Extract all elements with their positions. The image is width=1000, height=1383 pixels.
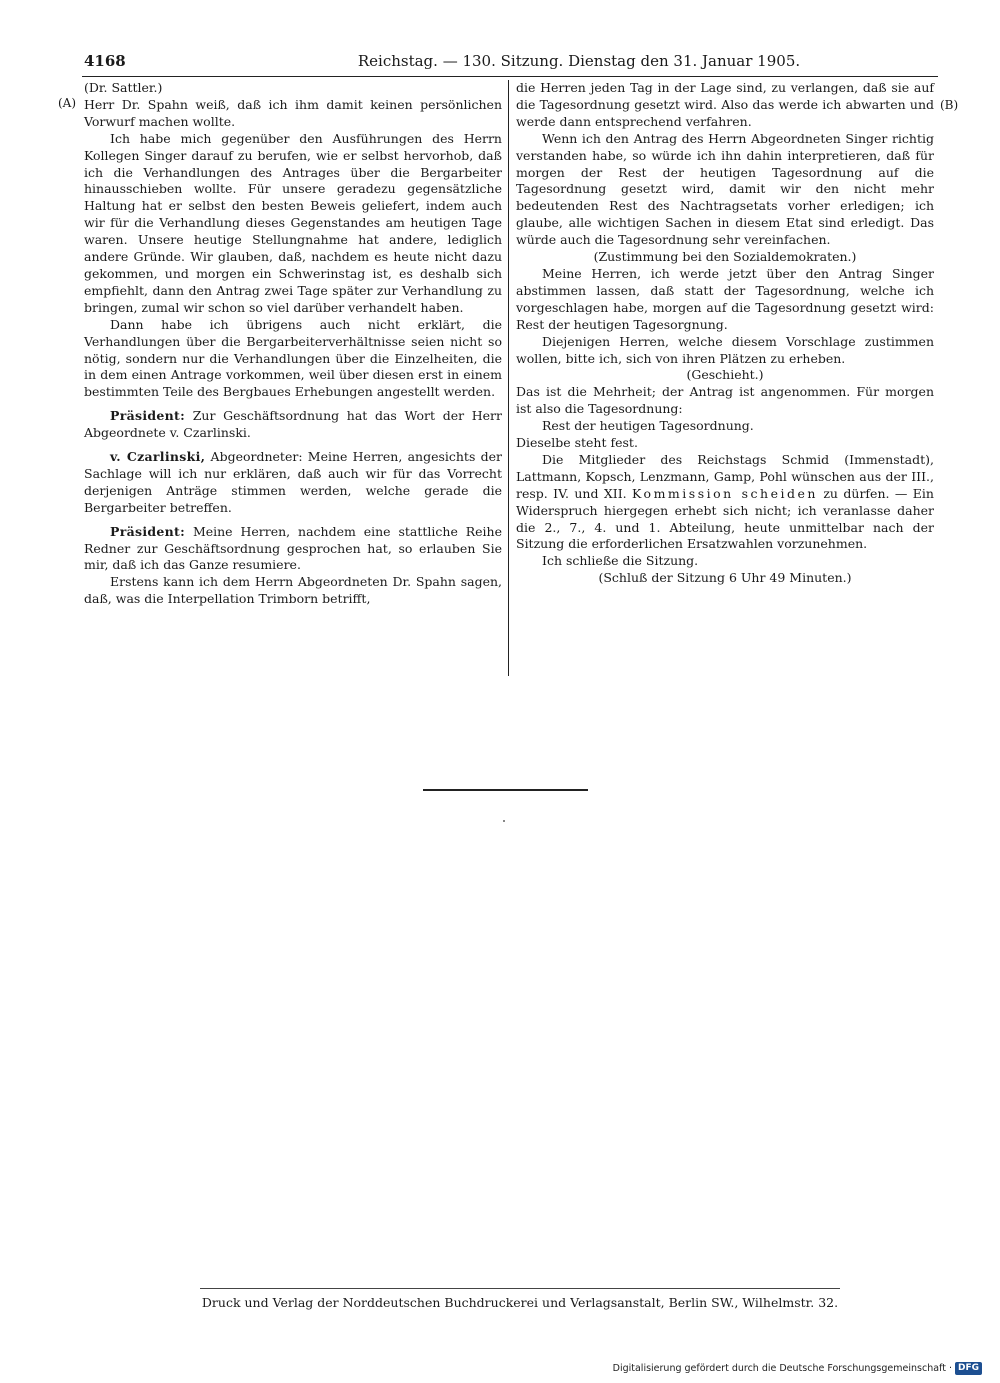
digitization-text: Digitalisierung gefördert durch die Deutsche Forschungsgemeinschaft · bbox=[612, 1363, 952, 1374]
end-rule bbox=[423, 789, 588, 791]
speech-text: Zur Geschäftsordnung hat das Wort der Herr Abgeordnete v. Czarlinski. bbox=[84, 408, 502, 441]
page-header bbox=[84, 50, 934, 72]
paragraph: Das ist die Mehrheit; der Antrag ist angenommen. Für morgen ist also die Tagesordnung: bbox=[516, 384, 934, 417]
page-number: 4168 bbox=[84, 52, 126, 70]
paragraph: Ich habe mich gegenüber den Ausführungen des Herrn Kollegen Singer darauf zu berufen, wie er selbst hervorhob, daß ich die Verhandlungen des Antrages über die Bergarbeiter hinausschieben wollte. Für unsere geradezu gegensätzliche Haltung hat er selbst den besten Beweis geliefert, indem auch wir für die Verhandlung dieses Gegenstandes am heutigen Tage waren. Unsere heutige Stellungnahme hat andere, lediglich andere Gründe. Wir glauben, daß, nachdem es heute nicht dazu gekommen, und morgen ein Schwerinstag ist, es deshalb sich empfiehlt, dann den Antrag zwei Tage später zur Verhandlung zu bringen, zumal wir schon so viel darüber verhandelt haben. bbox=[84, 130, 502, 315]
column-divider bbox=[508, 80, 509, 676]
speaker-name: Präsident: bbox=[110, 408, 186, 424]
speech-president-1 bbox=[84, 408, 502, 442]
interjection: (Zustimmung bei den Sozialdemokraten.) bbox=[593, 249, 857, 265]
spaced-text: Kommission scheiden bbox=[632, 485, 818, 501]
left-column bbox=[84, 80, 502, 608]
footer-rule bbox=[200, 1288, 840, 1289]
text-run: zu dürfen. — Ein Widerspruch hiergegen erhebt sich nicht; ich veranlasse daher die 2., 7., 4. und 1. Abteilung, heute unmittelbar nach der Sitzung die erforderlichen Ersatzwahlen vorzunehmen. bbox=[516, 485, 934, 552]
margin-mark-b: (B) bbox=[940, 98, 959, 112]
header-rule bbox=[82, 76, 938, 77]
agenda-item: Rest der heutigen Tagesordnung. bbox=[542, 418, 754, 434]
running-title: Reichstag. — 130. Sitzung. Dienstag den 31. Januar 1905. bbox=[357, 52, 801, 70]
speech-czarlinski bbox=[84, 449, 502, 517]
speaker-continuation: (Dr. Sattler.) bbox=[84, 80, 163, 95]
digitization-note bbox=[613, 1362, 982, 1375]
speaker-name: Präsident: bbox=[110, 523, 186, 539]
speech-president-2 bbox=[84, 524, 502, 575]
paragraph: Dann habe ich übrigens auch nicht erklärt, die Verhandlungen über die Bergarbeiterverhältnisse seien nicht so nötig, sondern nur die Verhandlungen über die Einzelheiten, die in dem einen Antrage vorkommen, weil über diesen erst in einem bestimmten Teile des Bergbaues Erhebungen angestellt werden. bbox=[84, 316, 502, 400]
print-speck bbox=[503, 820, 505, 822]
right-column bbox=[516, 80, 934, 587]
dfg-logo-icon: DFG bbox=[955, 1362, 982, 1375]
paragraph: Herr Dr. Spahn weiß, daß ich ihm damit keinen persönlichen Vorwurf machen wollte. bbox=[84, 96, 502, 129]
speech-text: Abgeordneter: Meine Herren, angesichts der Sachlage will ich nur erklären, daß auch wir für das Vorrecht derjenigen Anträge stimmen werden, welche gerade die Bergarbeiter betreffen. bbox=[84, 449, 502, 515]
margin-mark-a: (A) bbox=[58, 96, 77, 110]
paragraph: Wenn ich den Antrag des Herrn Abgeordneten Singer richtig verstanden habe, so würde ich ihn dahin interpretieren, daß für morgen der Rest der heutigen Tagesordnung auf die Tagesordnung gesetzt wird, damit wir den nicht mehr bedeutenden Rest des Nachtragsetats vorher erledigen; ich glaube, alle wichtigen Sachen in diesem Etat sind erledigt. Das würde auch die Tagesordnung sehr vereinfachen. bbox=[516, 130, 934, 248]
speaker-name: v. Czarlinski, bbox=[110, 449, 206, 465]
paragraph bbox=[516, 452, 934, 553]
paragraph: Ich schließe die Sitzung. bbox=[542, 553, 699, 569]
interjection: (Geschieht.) bbox=[686, 367, 764, 383]
text-run: Die Mitglieder des Reichstags Schmid (Immenstadt), Lattmann, Kopsch, Lenzmann, Gamp, Pohl wünschen aus der III., resp. IV. und XII. bbox=[516, 451, 934, 501]
imprint-line: Druck und Verlag der Norddeutschen Buchdruckerei und Verlagsanstalt, Berlin SW., Wilhelmstr. 32. bbox=[201, 1295, 839, 1310]
paragraph: Erstens kann ich dem Herrn Abgeordneten Dr. Spahn sagen, daß, was die Interpellation Trimborn betrifft, bbox=[84, 574, 502, 607]
paragraph: Dieselbe steht fest. bbox=[516, 435, 638, 451]
session-close: (Schluß der Sitzung 6 Uhr 49 Minuten.) bbox=[598, 570, 852, 586]
speech-text: Meine Herren, nachdem eine stattliche Reihe Redner zur Geschäftsordnung gesprochen hat, so erlauben Sie mir, daß ich das Ganze resumiere. bbox=[84, 523, 502, 573]
paragraph: die Herren jeden Tag in der Lage sind, zu verlangen, daß sie auf die Tagesordnung gesetzt wird. Also das werde ich abwarten und werde dann entsprechend verfahren. bbox=[516, 80, 934, 129]
paragraph: Meine Herren, ich werde jetzt über den Antrag Singer abstimmen lassen, daß statt der Tagesordnung, welche ich vorgeschlagen habe, morgen auf die Tagesordnung gesetzt wird: Rest der heutigen Tagesorgnung. bbox=[516, 265, 934, 332]
paragraph: Diejenigen Herren, welche diesem Vorschlage zustimmen wollen, bitte ich, sich von ihren Plätzen zu erheben. bbox=[516, 333, 934, 366]
